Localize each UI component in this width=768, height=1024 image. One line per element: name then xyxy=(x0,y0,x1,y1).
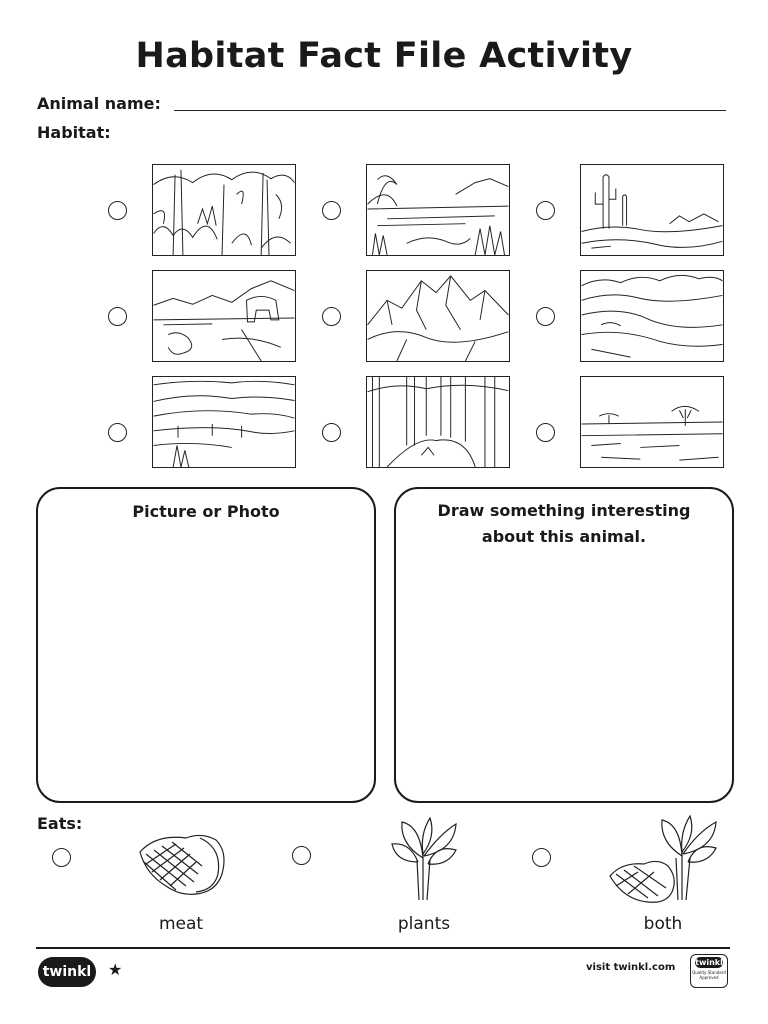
both-label: both xyxy=(643,914,683,934)
eats-radio-both[interactable] xyxy=(532,848,551,867)
habitat-radio-polar[interactable] xyxy=(108,307,127,326)
animal-name-label: Animal name: xyxy=(37,94,161,113)
habitat-image-lake-shore xyxy=(366,164,510,256)
footer-divider xyxy=(36,947,730,949)
habitat-radio-forest[interactable] xyxy=(322,423,341,442)
quality-badge xyxy=(690,954,728,988)
habitat-image-forest xyxy=(366,376,510,468)
draw-box-title-line2: about this animal. xyxy=(481,527,647,546)
animal-name-input-line[interactable] xyxy=(174,110,726,111)
habitat-radio-desert[interactable] xyxy=(536,201,555,220)
twinkl-logo[interactable]: twinkl xyxy=(38,957,96,987)
habitat-radio-mountain[interactable] xyxy=(322,307,341,326)
habitat-image-desert xyxy=(580,164,724,256)
meat-icon xyxy=(136,830,228,896)
habitat-radio-grassland-hills[interactable] xyxy=(108,423,127,442)
star-icon[interactable]: ★ xyxy=(108,960,123,979)
picture-box-title: Picture or Photo xyxy=(132,502,280,521)
visit-link[interactable]: visit twinkl.com xyxy=(586,962,676,973)
plant-icon xyxy=(390,814,460,902)
plants-label: plants xyxy=(397,914,451,934)
habitat-radio-river[interactable] xyxy=(536,307,555,326)
habitat-image-rainforest xyxy=(152,164,296,256)
habitat-label: Habitat: xyxy=(37,123,111,142)
habitat-image-savanna xyxy=(580,376,724,468)
habitat-radio-savanna[interactable] xyxy=(536,423,555,442)
eats-radio-meat[interactable] xyxy=(52,848,71,867)
picture-or-photo-box[interactable] xyxy=(36,487,376,803)
meat-and-plant-icon xyxy=(608,812,722,904)
draw-box-title-line1: Draw something interesting xyxy=(437,501,691,520)
habitat-image-mountain xyxy=(366,270,510,362)
habitat-image-polar xyxy=(152,270,296,362)
habitat-image-grassland-hills xyxy=(152,376,296,468)
habitat-image-river xyxy=(580,270,724,362)
page-title: Habitat Fact File Activity xyxy=(135,36,633,76)
draw-something-box[interactable] xyxy=(394,487,734,803)
badge-title: twinkl xyxy=(695,958,723,967)
habitat-radio-lake-shore[interactable] xyxy=(322,201,341,220)
eats-radio-plants[interactable] xyxy=(292,846,311,865)
meat-label: meat xyxy=(158,914,204,934)
badge-text: Quality Standard Approved xyxy=(692,970,726,980)
eats-label: Eats: xyxy=(37,814,83,833)
habitat-radio-rainforest[interactable] xyxy=(108,201,127,220)
